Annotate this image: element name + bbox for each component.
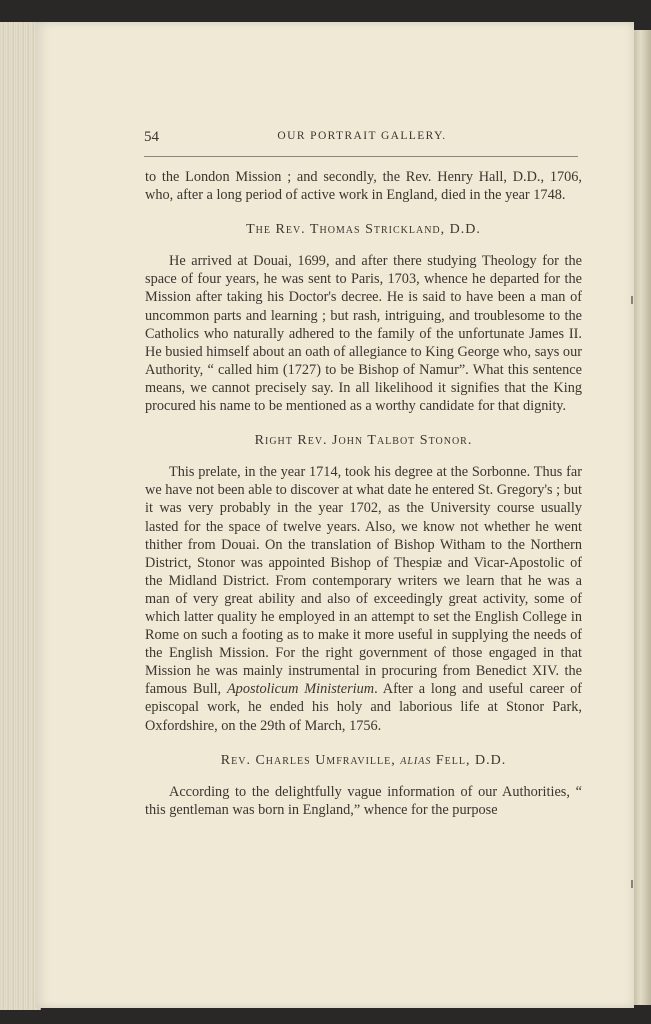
paragraph-umfraville: According to the delightfully vague information of our Authorities, “ this gentleman was born in England,” whence for the purpose bbox=[145, 783, 582, 818]
bull-title: Apostolicum Ministerium bbox=[226, 681, 375, 698]
page-body bbox=[145, 168, 582, 819]
section-heading-strickland: The Rev. Thomas Strickland, D.D. bbox=[246, 222, 481, 238]
margin-mark bbox=[631, 880, 633, 888]
paragraph-continued: to the London Mission ; and secondly, the Rev. Henry Hall, D.D., 1706, who, after a long period of active work in England, died in the year 1748. bbox=[145, 169, 582, 204]
book-page-edges bbox=[0, 22, 41, 1010]
page-header bbox=[144, 127, 580, 147]
paragraph-stonor-part-2: . After a long and useful career of episcopal work, he ended his holy and laborious life at Stonor Park, Oxfordshire, on the 29th of March, 1756. bbox=[145, 681, 582, 734]
paragraph-strickland: He arrived at Douai, 1699, and after there studying Theology for the space of four years, he was sent to Paris, 1703, whence he departed for the Mission after taking his Doctor's decree. He is said to have been a man of uncommon parts and learning ; but rash, intriguing, and troublesome to the Catholics who naturally adhered to the family of the unfortunate James II. He busied himself about an oath of allegiance to King George who, says our Authority, “ called him (1727) to be Bishop of Namur”. What this sentence means, we cannot precisely say. In all likelihood it signifies that the King procured his name to be mentioned as a worthy candidate for that dignity. bbox=[145, 253, 582, 415]
header-rule bbox=[144, 156, 578, 157]
book-spine-edge bbox=[634, 30, 651, 1005]
section-heading-umfraville bbox=[145, 752, 582, 770]
running-head: OUR PORTRAIT GALLERY. bbox=[277, 130, 447, 142]
paragraph-stonor bbox=[145, 463, 582, 734]
page-number: 54 bbox=[144, 129, 159, 145]
section-heading-stonor: Right Rev. John Talbot Stonor. bbox=[254, 433, 473, 449]
paragraph-stonor-part-1: This prelate, in the year 1714, took his degree at the Sorbonne. Thus far we have not been able to discover at what date he entered St. Gregory's ; but it was very probably in the year 1702, as the University course usually lasted for the space of twelve years. Also, we know not whether he went thither from Douai. On the translation of Bishop Witham to the Northern District, Stonor was appointed Bishop of Thespiæ and Vicar-Apostolic of the Midland District. From contemporary writers we learn that he was a man of very great ability and also of exceedingly great activity, some of which latter quality he employed in an attempt to set the English College in Rome on such a footing as to make it more useful in supplying the needs of the English Mission. For the right government of those engaged in that Mission he was mainly instrumental in procuring from Benedict XIV. the famous Bull, bbox=[145, 464, 582, 698]
heading-umfraville-part-1: Rev. Charles Umfraville, bbox=[220, 752, 401, 768]
heading-alias: alias bbox=[400, 752, 432, 768]
heading-umfraville-part-2: Fell, D.D. bbox=[431, 752, 507, 768]
margin-mark bbox=[631, 296, 633, 304]
